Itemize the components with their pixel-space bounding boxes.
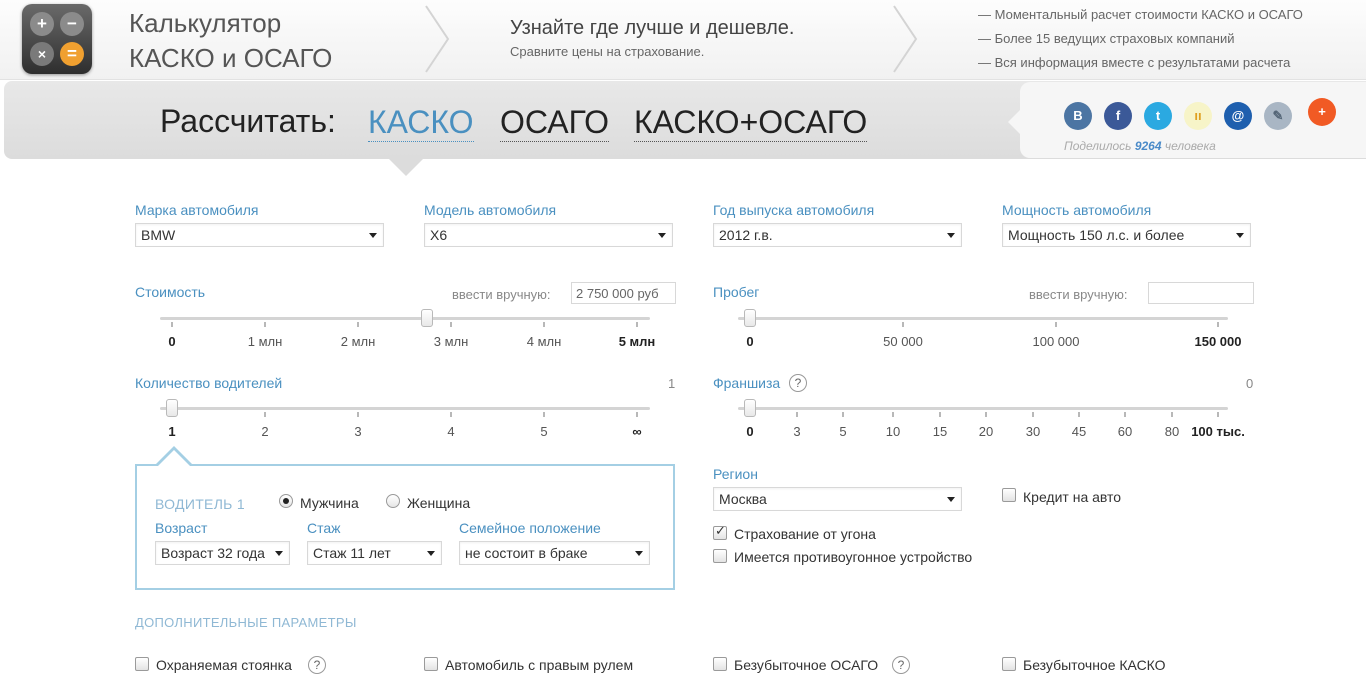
equals-icon: = [60, 42, 84, 66]
dropdown-arrow-icon [275, 551, 283, 556]
marital-select[interactable] [459, 541, 650, 565]
dropdown-arrow-icon [635, 551, 643, 556]
region-value: Москва [719, 491, 767, 507]
cost-manual-label: ввести вручную: [452, 287, 551, 302]
power-label: Мощность автомобиля [1002, 202, 1152, 218]
marital-value: не состоит в браке [465, 545, 588, 561]
slider-tick-label: 3 [354, 424, 362, 439]
guarded-parking-label[interactable]: Охраняемая стоянка [156, 657, 292, 673]
credit-label[interactable]: Кредит на авто [1023, 489, 1122, 505]
slider-tick-label: ∞ [632, 424, 642, 439]
slider-tick-label: 2 [261, 424, 269, 439]
twitter-icon[interactable]: t [1144, 102, 1172, 130]
antitheft-label[interactable]: Имеется противоугонное устройство [734, 549, 973, 565]
right-wheel-label[interactable]: Автомобиль с правым рулем [445, 657, 634, 673]
feature-item: — Моментальный расчет стоимости КАСКО и ОСАГО [978, 7, 1303, 22]
model-value: X6 [430, 227, 448, 243]
slider-tick [357, 412, 359, 417]
active-tab-pointer [388, 158, 424, 176]
power-select[interactable] [1002, 223, 1251, 247]
no-claims-kasko-label[interactable]: Безубыточное КАСКО [1023, 657, 1166, 673]
slider-tick [636, 412, 638, 417]
power-value: Мощность 150 л.с. и более [1008, 227, 1185, 243]
slider-tick [892, 412, 894, 417]
slider-tick [1078, 412, 1080, 417]
brand-select[interactable] [135, 223, 384, 247]
share-count-number: 9264 [1134, 139, 1162, 153]
year-label: Год выпуска автомобиля [713, 202, 875, 218]
slider-tick [171, 322, 173, 327]
brand-value: BMW [141, 227, 176, 243]
deductible-slider-handle[interactable] [744, 399, 756, 417]
deductible-value: 0 [1246, 376, 1254, 391]
calculator-logo-icon[interactable] [22, 4, 92, 74]
theft-label[interactable]: Страхование от угона [734, 526, 876, 542]
minus-icon: − [60, 12, 84, 36]
no-claims-kasko-checkbox[interactable] [1002, 657, 1016, 671]
slider-tick-label: 100 000 [1032, 334, 1080, 349]
feature-item: — Более 15 ведущих страховых компаний [978, 31, 1235, 46]
slider-tick [1171, 412, 1173, 417]
odnoklassniki-icon[interactable]: ıı [1184, 102, 1212, 130]
chevron-right-icon [890, 4, 920, 74]
gender-female-label[interactable]: Женщина [407, 495, 471, 511]
dropdown-arrow-icon [658, 233, 666, 238]
cost-label: Стоимость [135, 284, 206, 300]
deductible-label: Франшиза [713, 375, 781, 391]
age-label: Возраст [155, 520, 208, 536]
slider-tick-label: 1 [168, 424, 176, 439]
slider-tick [636, 322, 638, 327]
model-label: Модель автомобиля [424, 202, 557, 218]
dropdown-arrow-icon [427, 551, 435, 556]
cost-slider-track[interactable] [160, 317, 650, 320]
drivers-label: Количество водителей [135, 375, 283, 391]
slider-tick-label: 5 [540, 424, 548, 439]
share-count-prefix: Поделилось [1064, 139, 1132, 153]
age-value: Возраст 32 года [161, 545, 265, 561]
slider-tick [1055, 322, 1057, 327]
multiply-icon: × [30, 42, 54, 66]
plus-icon: + [30, 12, 54, 36]
drivers-slider-handle[interactable] [166, 399, 178, 417]
slider-tick-label: 2 млн [340, 334, 376, 349]
header [0, 0, 1366, 80]
slider-tick-label: 5 млн [618, 334, 656, 349]
mileage-slider-handle[interactable] [744, 309, 756, 327]
drivers-value: 1 [668, 376, 676, 391]
vkontakte-icon[interactable]: B [1064, 102, 1092, 130]
slider-tick-label: 3 млн [433, 334, 469, 349]
promo-subtitle: Сравните цены на страхование. [510, 44, 705, 59]
slider-tick [450, 412, 452, 417]
tab-kasko[interactable]: КАСКО [368, 104, 474, 140]
slider-tick-label: 60 [1117, 424, 1133, 439]
no-claims-osago-checkbox[interactable] [713, 657, 727, 671]
antitheft-checkbox[interactable] [713, 549, 727, 563]
experience-value: Стаж 11 лет [313, 545, 391, 561]
promo-title: Узнайте где лучше и дешевле. [510, 17, 795, 39]
slider-tick-label: 150 000 [1194, 334, 1242, 349]
gender-male-label[interactable]: Мужчина [300, 495, 359, 511]
share-count [1064, 139, 1216, 153]
livejournal-icon[interactable]: ✎ [1264, 102, 1292, 130]
tab-osago[interactable]: ОСАГО [500, 104, 610, 140]
no-claims-osago-label[interactable]: Безубыточное ОСАГО [734, 657, 879, 673]
experience-label: Стаж [307, 520, 341, 536]
help-icon[interactable]: ? [892, 656, 910, 674]
slider-tick [450, 322, 452, 327]
slider-tick [543, 322, 545, 327]
slider-tick-label: 4 [447, 424, 455, 439]
mileage-label: Пробег [713, 284, 760, 300]
cost-manual-input[interactable]: 2 750 000 руб [571, 282, 676, 304]
help-icon[interactable]: ? [789, 374, 807, 392]
slider-tick [796, 412, 798, 417]
app-title-line2: КАСКО и ОСАГО [129, 43, 333, 73]
deductible-slider-track[interactable] [738, 407, 1228, 410]
slider-tick-label: 3 [793, 424, 801, 439]
slider-tick [1124, 412, 1126, 417]
age-select[interactable] [155, 541, 290, 565]
guarded-parking-checkbox[interactable] [135, 657, 149, 671]
experience-select[interactable] [307, 541, 442, 565]
slider-tick-label: 0 [746, 424, 754, 439]
region-label: Регион [713, 466, 758, 482]
additional-params-title: ДОПОЛНИТЕЛЬНЫЕ ПАРАМЕТРЫ [135, 615, 357, 630]
features-list [978, 3, 1303, 75]
slider-tick-label: 1 млн [247, 334, 283, 349]
slider-tick [842, 412, 844, 417]
facebook-icon[interactable]: f [1104, 102, 1132, 130]
dropdown-arrow-icon [369, 233, 377, 238]
share-panel-notch [1008, 110, 1020, 134]
slider-tick-label: 50 000 [883, 334, 923, 349]
gender-male-radio[interactable] [279, 494, 293, 508]
slider-tick-label: 100 тыс. [1191, 424, 1245, 439]
slider-tick-label: 45 [1071, 424, 1087, 439]
slider-tick-label: 20 [978, 424, 994, 439]
calc-label: Рассчитать: [160, 103, 336, 139]
slider-tick [1032, 412, 1034, 417]
slider-tick-label: 15 [932, 424, 948, 439]
slider-tick [264, 322, 266, 327]
theft-checkbox[interactable] [713, 526, 727, 540]
dropdown-arrow-icon [947, 497, 955, 502]
marital-label: Семейное положение [459, 520, 601, 536]
dropdown-arrow-icon [1236, 233, 1244, 238]
brand-label: Марка автомобиля [135, 202, 259, 218]
app-title[interactable] [129, 6, 332, 76]
slider-tick-label: 10 [885, 424, 901, 439]
mailru-icon[interactable]: @ [1224, 102, 1252, 130]
mileage-manual-label: ввести вручную: [1029, 287, 1128, 302]
app-title-line1: Калькулятор [129, 8, 282, 38]
slider-tick-label: 0 [746, 334, 754, 349]
driver-title: ВОДИТЕЛЬ 1 [155, 496, 245, 512]
model-select[interactable] [424, 223, 673, 247]
credit-checkbox[interactable] [1002, 488, 1016, 502]
slider-tick-label: 80 [1164, 424, 1180, 439]
chevron-right-icon [422, 4, 452, 74]
dropdown-arrow-icon [947, 233, 955, 238]
mileage-manual-input[interactable] [1148, 282, 1254, 304]
cost-slider-handle[interactable] [421, 309, 433, 327]
slider-tick [264, 412, 266, 417]
slider-tick-label: 0 [168, 334, 176, 349]
slider-tick-label: 30 [1025, 424, 1041, 439]
slider-tick [357, 322, 359, 327]
slider-tick [902, 322, 904, 327]
help-icon[interactable]: ? [308, 656, 326, 674]
slider-tick [985, 412, 987, 417]
right-wheel-checkbox[interactable] [424, 657, 438, 671]
year-value: 2012 г.в. [719, 227, 773, 243]
driver-panel-notch-fill [157, 450, 191, 467]
slider-tick [1217, 412, 1219, 417]
year-select[interactable] [713, 223, 962, 247]
slider-tick-label: 5 [839, 424, 847, 439]
slider-tick [1217, 322, 1219, 327]
gender-female-radio[interactable] [386, 494, 400, 508]
mileage-slider-track[interactable] [738, 317, 1228, 320]
slider-tick [939, 412, 941, 417]
feature-item: — Вся информация вместе с результатами расчета [978, 55, 1291, 70]
drivers-slider-track[interactable] [160, 407, 650, 410]
slider-tick-label: 4 млн [526, 334, 562, 349]
share-count-suffix: человека [1164, 139, 1216, 153]
more-share-icon[interactable]: + [1308, 98, 1336, 126]
tab-kasko-osago[interactable]: КАСКО+ОСАГО [634, 104, 868, 140]
region-select[interactable] [713, 487, 962, 511]
slider-tick [543, 412, 545, 417]
